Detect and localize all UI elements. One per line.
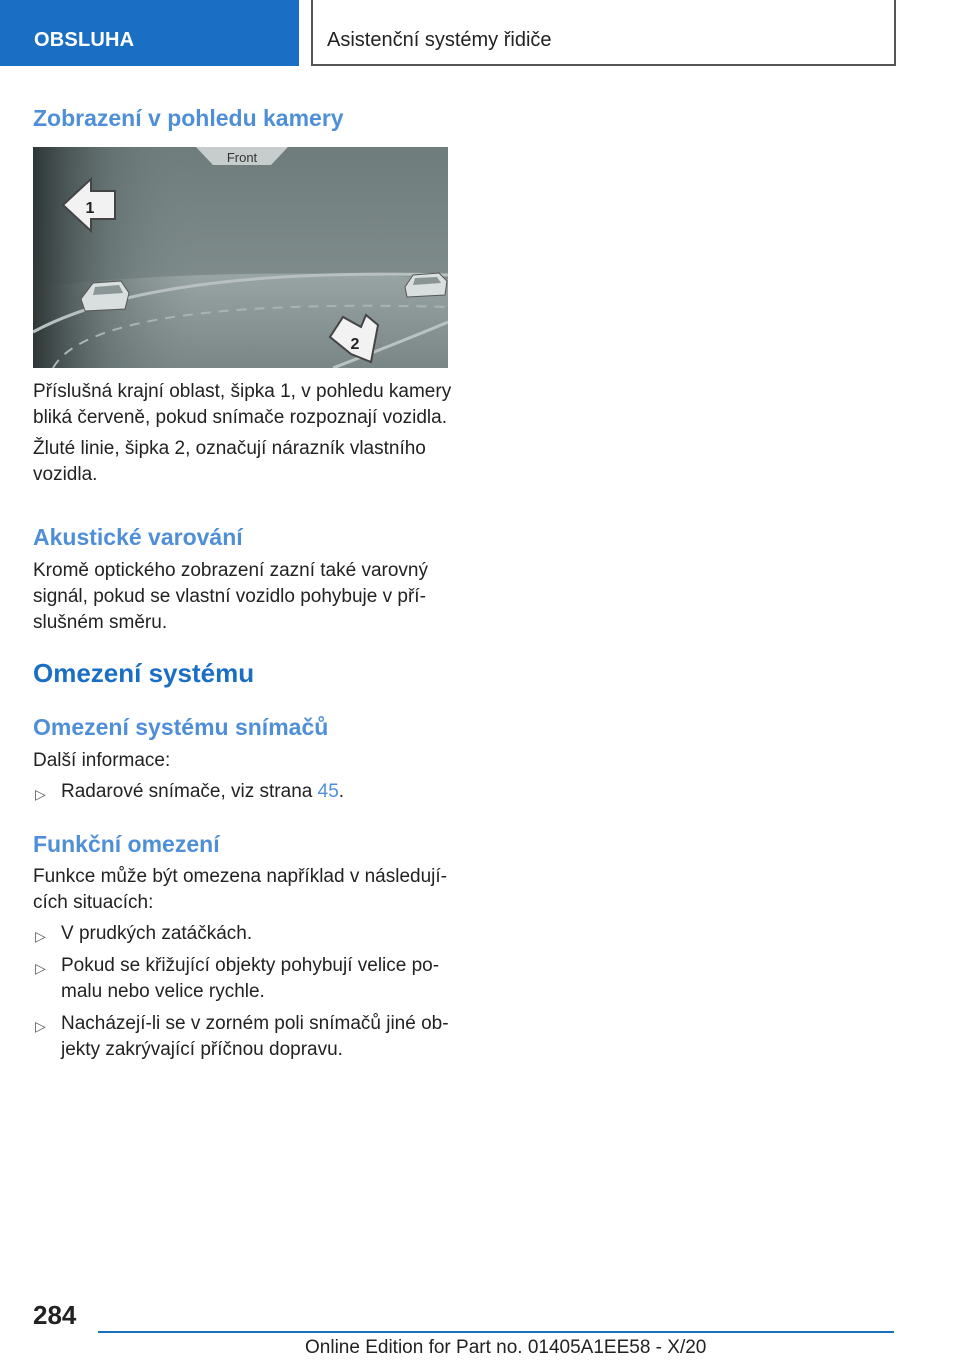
footer-edition: Online Edition for Part no. 01405A1EE58 - X/20 (305, 1337, 707, 1358)
heading-system-limits: Omezení systému (33, 658, 255, 688)
chapter-tab (311, 0, 896, 66)
sensor-limits-list (33, 779, 453, 811)
list-item: ▷ Pokud se křižující objekty pohybují velice pomalu nebo velice rychle. (35, 955, 440, 1002)
heading-sensor-limits: Omezení systému snímačů (33, 714, 329, 740)
footer-divider (98, 1331, 894, 1333)
functional-limits-intro: Funkce může být omezena například v následujících situacích: (33, 866, 447, 913)
page-number: 284 (33, 1300, 77, 1330)
section-label: OBSLUHA (34, 29, 135, 51)
bullet-triangle-icon: ▷ (35, 928, 46, 944)
bullet-triangle-icon: ▷ (35, 960, 46, 976)
heading-camera-view: Zobrazení v pohledu kamery (33, 105, 344, 131)
camera-view-image (33, 147, 448, 368)
sensor-limits-intro: Další informace: (33, 750, 171, 771)
arrow-2-label: 2 (350, 336, 360, 353)
page-reference-link[interactable]: 45 (317, 781, 339, 802)
camera-view-illustration (33, 147, 448, 368)
camera-paragraph-1: Příslušná krajní oblast, šipka 1, v pohledu kamery bliká červeně, pokud snímače rozpoznají vozidla. (33, 381, 452, 428)
bullet-triangle-icon: ▷ (35, 1018, 46, 1034)
front-label: Front (226, 150, 258, 165)
chapter-label: Asistenční systémy řidiče (327, 29, 552, 51)
list-item: ▷ Nacházejí-li se v zorném poli snímačů jiné objekty zakrývající příčnou dopravu. (35, 1013, 449, 1060)
bullet-triangle-icon: ▷ (35, 786, 46, 802)
camera-paragraph-2: Žluté linie, šipka 2, označují nárazník vlastního vozidla. (33, 438, 426, 485)
page-header (0, 0, 960, 66)
acoustic-paragraph: Kromě optického zobrazení zazní také varovný signál, pokud se vlastní vozidlo pohybuje v příslušném směru. (33, 560, 428, 633)
heading-functional-limits: Funkční omezení (33, 831, 220, 857)
section-tab (0, 0, 299, 66)
list-item: ▷ V prudkých zatáčkách. (33, 921, 453, 947)
arrow-1-label: 1 (85, 200, 95, 217)
heading-acoustic-warning: Akustické varování (33, 524, 243, 550)
list-item: ▷ Radarové snímače, viz strana 45. (33, 779, 453, 805)
functional-limits-list (33, 921, 453, 1069)
